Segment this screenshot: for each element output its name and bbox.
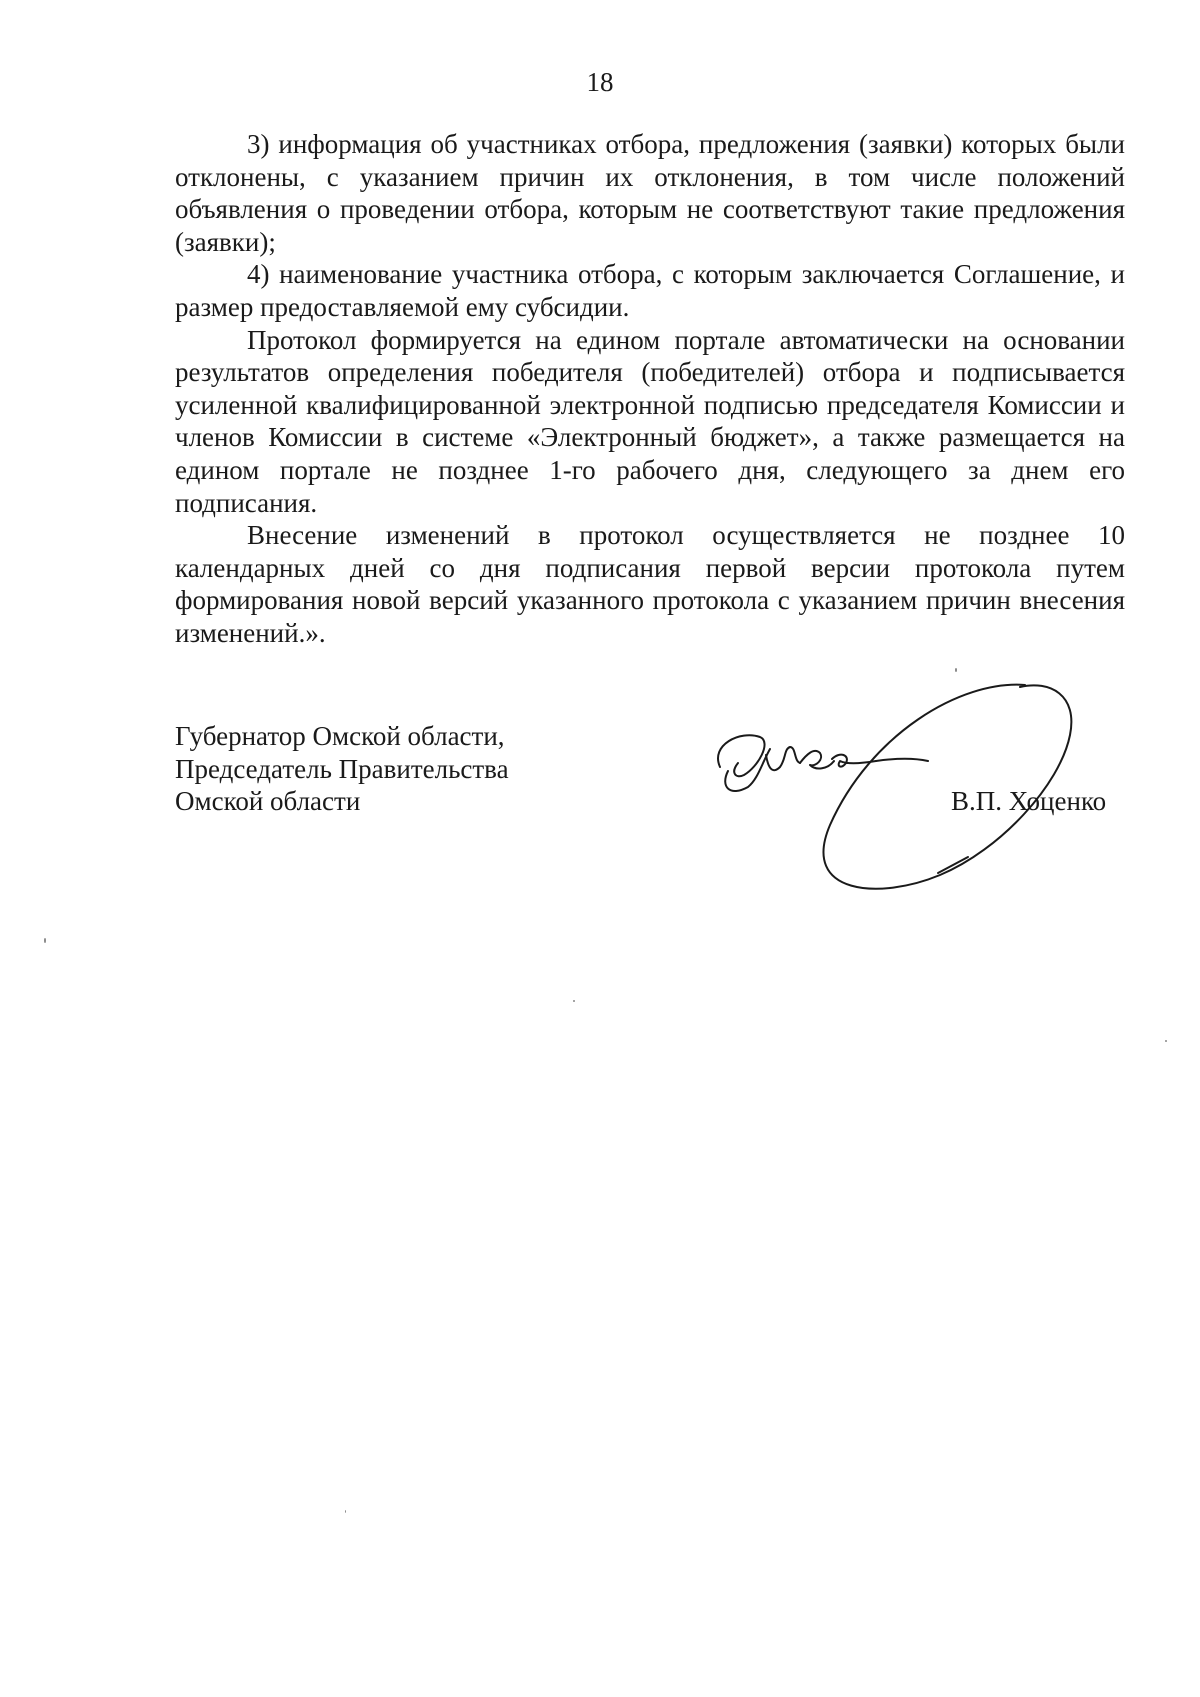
scan-speck <box>44 938 46 943</box>
scan-speck <box>573 1000 575 1002</box>
signer-name: В.П. Хоценко <box>951 786 1107 816</box>
signatory-title-line: Губернатор Омской области, <box>175 721 505 751</box>
paragraph-protocol-formation: Протокол формируется на едином портале автоматически на основании результатов определения победителя (победителей) отбора и подписывается усиленной квалифицированной электронной подписью председателя Комиссии и членов Комиссии в системе «Электронный бюджет», а также размещается на едином портале не позднее 1-го рабочего дня, следующего за днем его подписания. <box>175 324 1125 518</box>
scan-speck <box>955 668 957 672</box>
document-body <box>175 128 1125 650</box>
paragraph-item-3: 3) информация об участниках отбора, предложения (заявки) которых были отклонены, с указанием причин их отклонения, в том числе положений объявления о проведении отбора, которым не соответствуют такие предложения (заявки); <box>175 129 1125 257</box>
signatory-title-line: Председатель Правительства <box>175 753 509 784</box>
scan-speck <box>345 1510 346 1513</box>
scan-speck <box>1165 1040 1167 1042</box>
signatory-title <box>175 720 509 818</box>
signatory-title-line: Омской области <box>175 786 361 817</box>
page-number: 18 <box>586 67 614 97</box>
paragraph-protocol-changes: Внесение изменений в протокол осуществляется не позднее 10 календарных дней со дня подписания первой версии протокола путем формирования новой версий указанного протокола с указанием причин внесения изменений.». <box>175 520 1125 648</box>
paragraph-item-4: 4) наименование участника отбора, с которым заключается Соглашение, и размер предоставляемой ему субсидии. <box>175 259 1125 322</box>
